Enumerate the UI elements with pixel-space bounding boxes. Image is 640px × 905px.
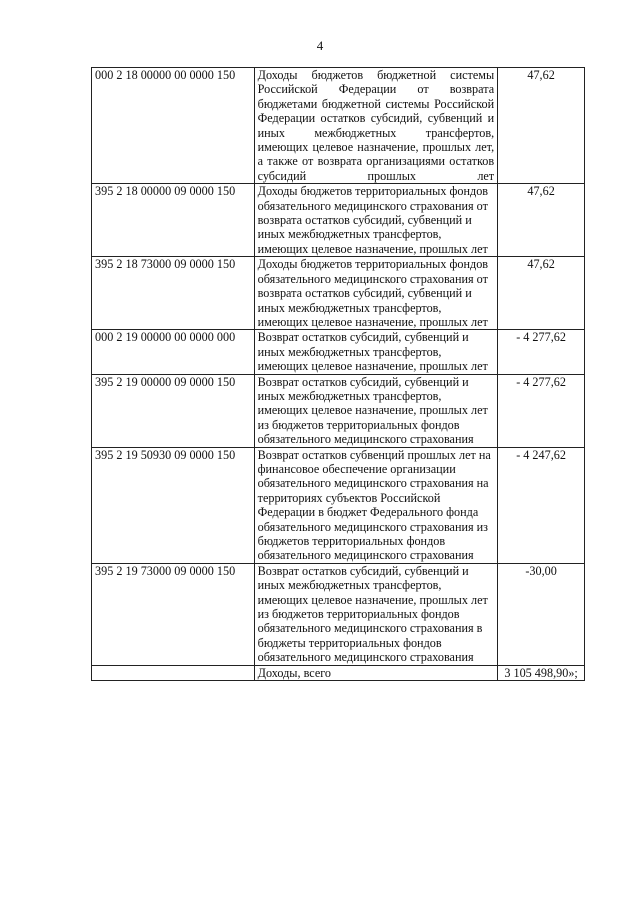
total-row (92, 665, 585, 680)
description-cell: Доходы бюджетов территориальных фондов обязательного медицинского страхования от возврата остатков субсидий, субвенций и иных межбюджетных трансфертов, имеющих целевое назначение, прошлых лет (254, 184, 498, 257)
amount-cell: - 4 247,62 (498, 447, 585, 563)
description-cell: Возврат остатков субсидий, субвенций и иных межбюджетных трансфертов, имеющих целевое назначение, прошлых лет из бюджетов территориальных фондов обязательного медицинского страхования (254, 374, 498, 447)
description-cell: Возврат остатков субсидий, субвенций и иных межбюджетных трансфертов, имеющих целевое назначение, прошлых лет (254, 330, 498, 374)
table-row (92, 257, 585, 330)
page-number: 4 (316, 38, 324, 53)
budget-code-cell: 395 2 19 00000 09 0000 150 (92, 374, 255, 447)
description-cell: Возврат остатков субсидий, субвенций и иных межбюджетных трансфертов, имеющих целевое назначение, прошлых лет из бюджетов территориальных фондов обязательного медицинского страхования в бюджеты территориальных фондов обязательного медицинского страхования (254, 563, 498, 665)
description-cell: Доходы бюджетов бюджетной системы Российской Федерации от возврата бюджетами бюджетной системы Российской Федерации остатков субсидий, субвенций и иных межбюджетных трансфертов, имеющих целевое назначение, прошлых лет, а также от возврата организациями остатков субсидий прошлых лет (254, 68, 498, 184)
table-row (92, 374, 585, 447)
amount-cell: - 4 277,62 (498, 330, 585, 374)
amount-cell: 47,62 (498, 68, 585, 184)
budget-code-cell: 395 2 19 73000 09 0000 150 (92, 563, 255, 665)
revenue-table (91, 67, 585, 681)
budget-code-cell: 000 2 18 00000 00 0000 150 (92, 68, 255, 184)
description-cell: Доходы бюджетов территориальных фондов обязательного медицинского страхования от возврата остатков субсидий, субвенций и иных межбюджетных трансфертов, имеющих целевое назначение, прошлых лет (254, 257, 498, 330)
amount-cell: 47,62 (498, 257, 585, 330)
budget-code-cell: 395 2 18 73000 09 0000 150 (92, 257, 255, 330)
budget-code-cell: 000 2 19 00000 00 0000 000 (92, 330, 255, 374)
budget-code-cell: 395 2 19 50930 09 0000 150 (92, 447, 255, 563)
table-row (92, 447, 585, 563)
table-row (92, 184, 585, 257)
total-label: Доходы, всего (254, 665, 498, 680)
amount-cell: - 4 277,62 (498, 374, 585, 447)
description-cell: Возврат остатков субвенций прошлых лет на финансовое обеспечение организации обязательного медицинского страхования на территориях субъектов Российской Федерации в бюджет Федерального фонда обязательного медицинского страхования из бюджетов территориальных фондов обязательного медицинского страхования (254, 447, 498, 563)
table-row (92, 68, 585, 184)
amount-cell: -30,00 (498, 563, 585, 665)
total-amount: 3 105 498,90»; (498, 665, 585, 680)
budget-code-cell: 395 2 18 00000 09 0000 150 (92, 184, 255, 257)
total-code-cell (92, 665, 255, 680)
amount-cell: 47,62 (498, 184, 585, 257)
table-row (92, 330, 585, 374)
table-row (92, 563, 585, 665)
